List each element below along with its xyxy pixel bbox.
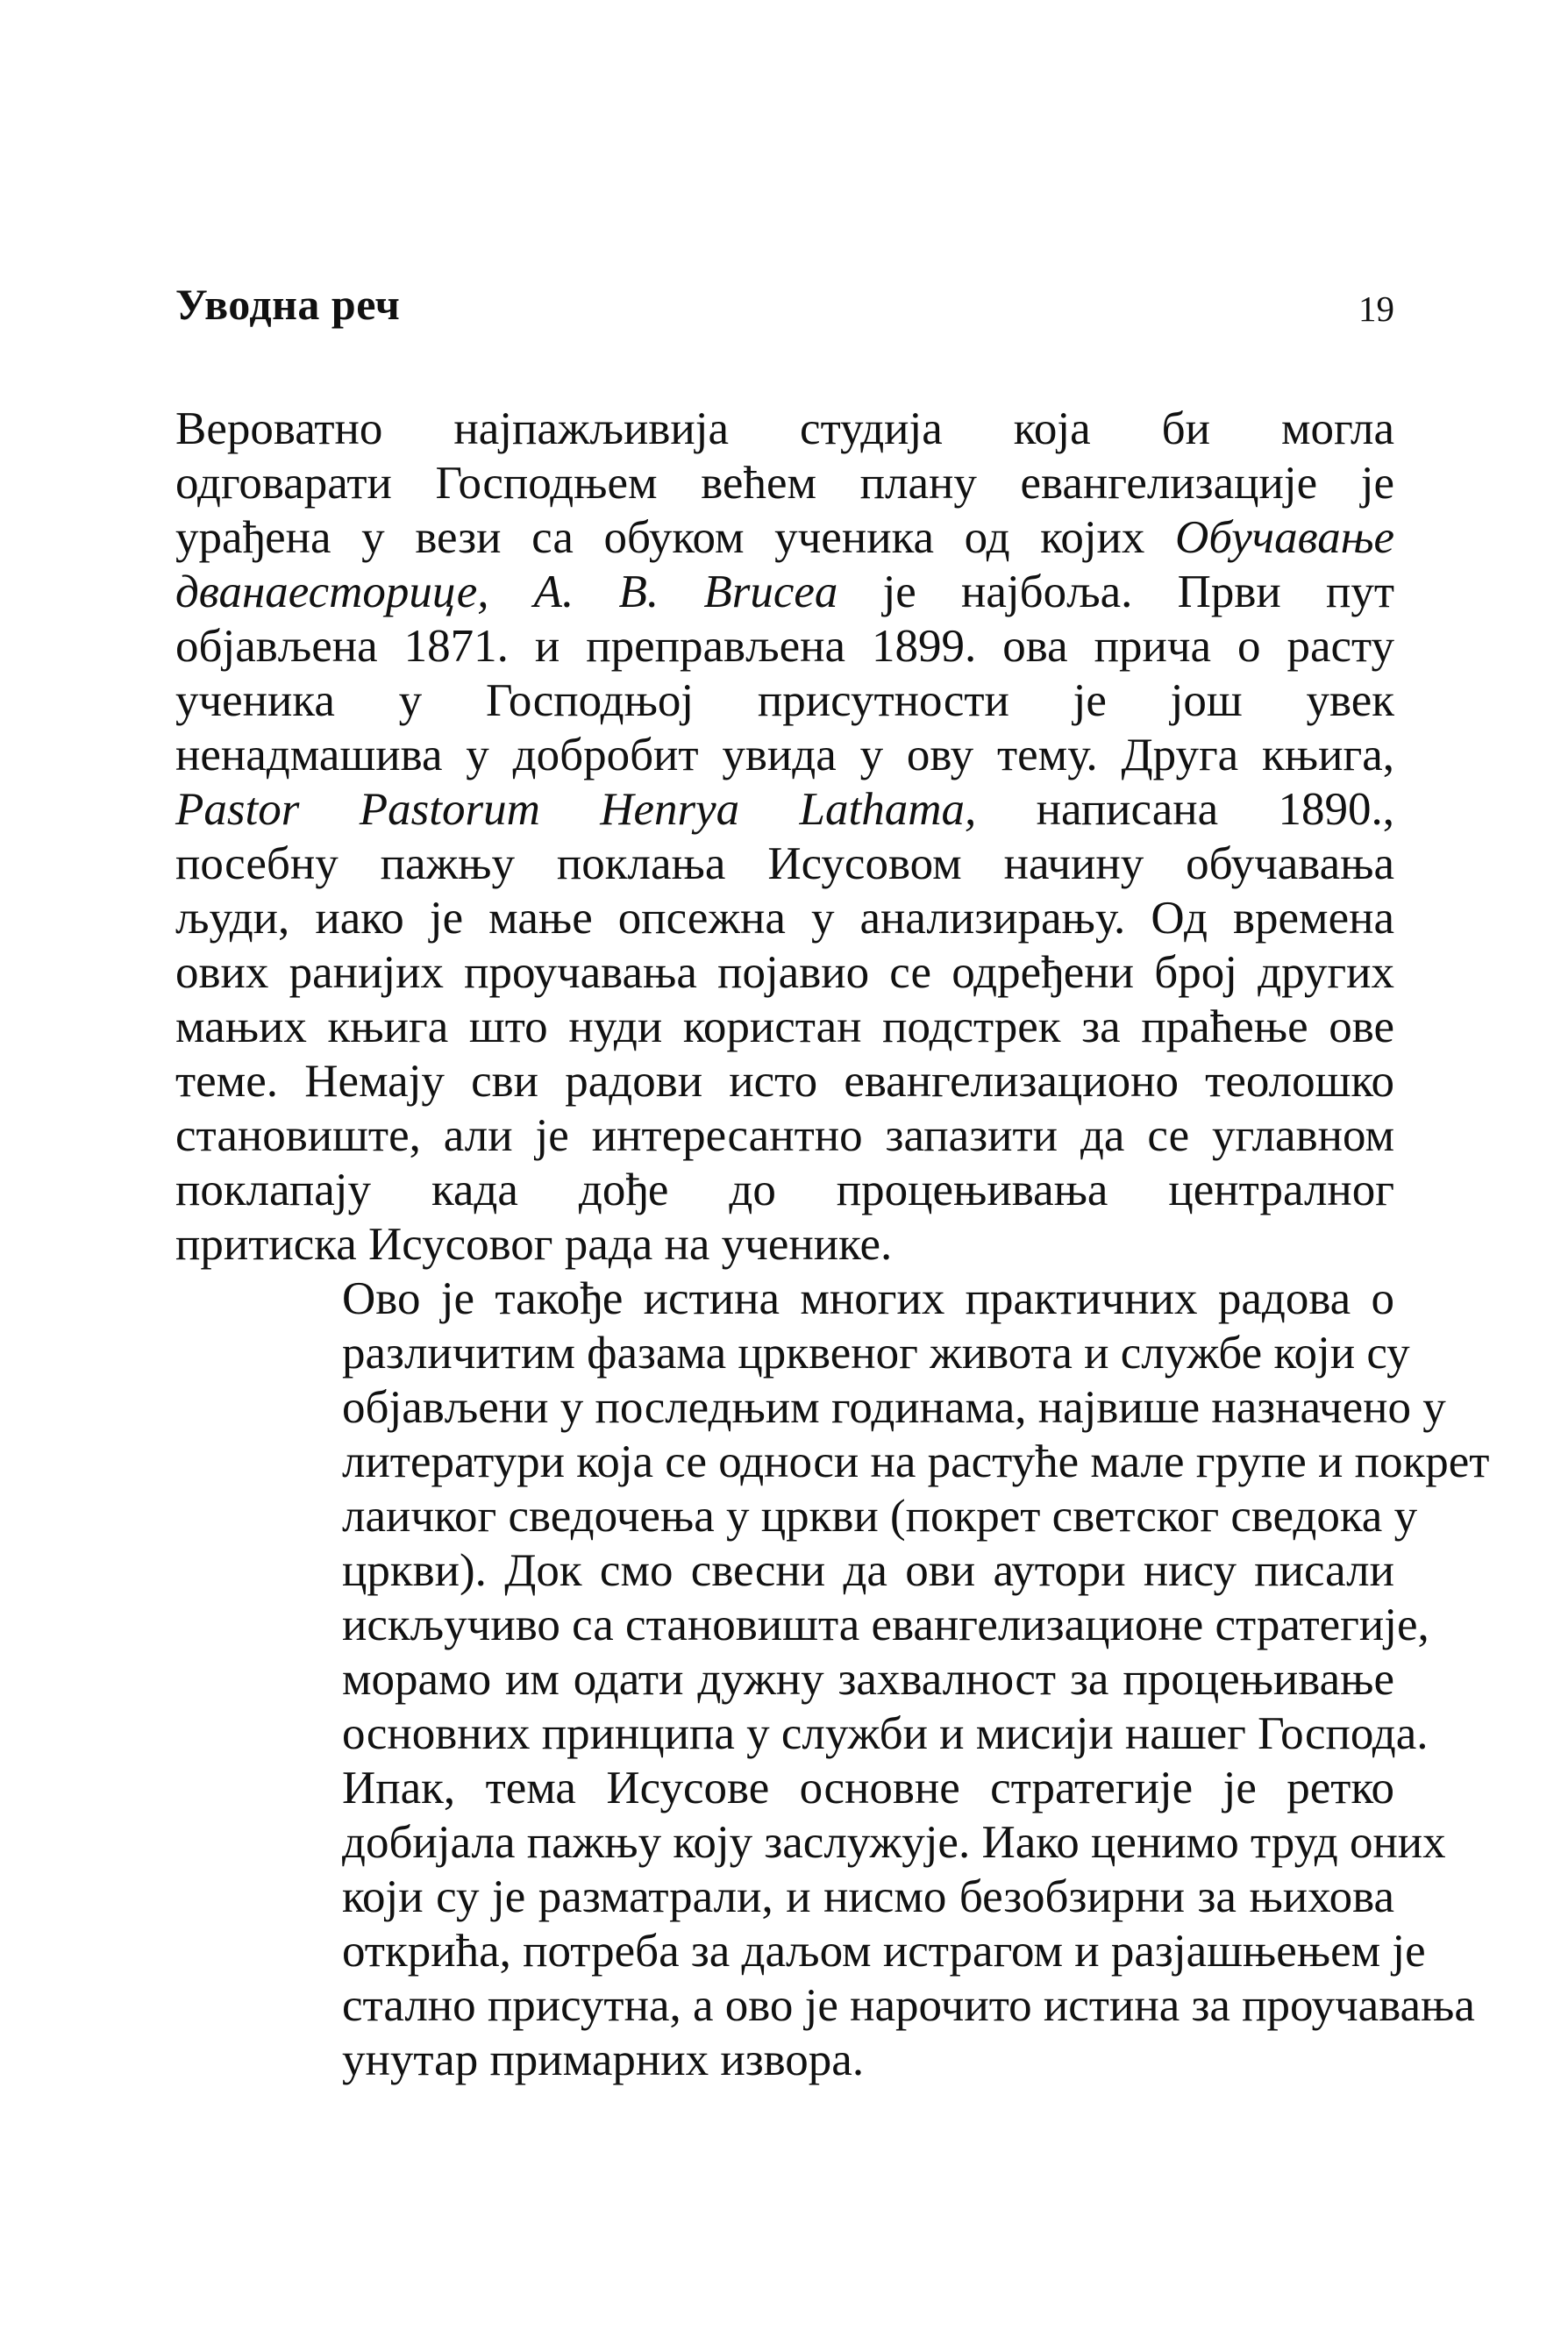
text-line [175,1815,1446,1870]
text-line [175,1707,1429,1761]
text-run: теме. Немају сви радови исто евангелизационо теолошко [175,1056,1394,1107]
text-run: урађена у вези са обуком ученика од којих [175,512,1176,563]
text-run: ненадмашива у добробит увида у ову тему. Друга књига, [175,730,1394,780]
text-run: написана 1890., [976,784,1395,835]
running-head [175,279,1394,340]
text-run: одговарати Господњем већем плану евангелизације је [175,458,1394,509]
text-run: мањих књига што нуди користан подстрек за праћење ове [175,1001,1394,1052]
paragraph [175,1272,1490,1761]
text-line [175,673,1394,728]
text-run: људи, иако је мање опсежна у анализирању. Од времена [175,893,1394,944]
text-run: стално присутна, а ово је нарочито истина за проучавања [342,1980,1475,2031]
text-run: објављени у последњим годинама, највише назначено у [342,1382,1446,1433]
text-line [175,1108,1394,1163]
text-run: притиска Исусовог рада на ученике. [175,1219,893,1270]
text-run: поклапају када дође до процењивања централног [175,1165,1394,1215]
text-line [175,1217,1394,1272]
text-line [175,2033,1394,2087]
text-line [175,837,1394,891]
text-line [175,1598,1429,1652]
text-run: открића, потреба за даљом истрагом и разјашњењем је [342,1926,1426,1977]
text-line [175,510,1394,565]
text-run: који су је разматрали, и нисмо безобзирни за њихова [342,1871,1394,1922]
text-run: литератури која се односи на растуће мале групе и покрет [342,1436,1490,1487]
text-run: Ипак, тема Исусове основне стратегије је ретко [342,1763,1394,1813]
text-line [175,402,1394,456]
text-line [175,1761,1394,1815]
paragraph [175,1761,1475,2087]
text-run: основних принципа у служби и мисији нашег Господа. [342,1708,1429,1759]
text-line [175,1652,1394,1707]
text-line [175,456,1394,510]
text-line [175,1924,1426,1978]
chapter-title: Уводна реч [175,280,401,329]
paragraph [175,402,1394,1272]
text-line [175,945,1394,1000]
text-run: објављена 1871. и преправљена 1899. ова прича о расту [175,621,1394,672]
text-line [175,1870,1394,1924]
text-line [175,891,1394,945]
text-run: посебну пажњу поклања Исусовом начину обучавања [175,838,1394,889]
text-run: различитим фазама црквеног живота и службе који су [342,1328,1410,1379]
page-number: 19 [1358,289,1394,329]
text-line [175,1163,1394,1217]
italic-run: Обучавање [1175,512,1394,563]
text-run: лаичког сведочења у цркви (покрет светског сведока у [342,1491,1418,1542]
text-line [175,1054,1394,1108]
text-line [175,728,1394,782]
text-run: Вероватно најпажљивија студија која би могла [175,403,1394,454]
text-line [175,1326,1410,1380]
text-line [175,1272,1394,1326]
text-run: морамо им одати дужну захвалност за процењивање [342,1654,1394,1705]
text-line [175,1380,1446,1435]
text-run: унутар примарних извора. [342,2034,865,2085]
text-run: искључиво са становишта евангелизационе стратегије, [342,1600,1429,1650]
italic-run: дванаесторице, А. В. Brucea [175,566,838,617]
text-line [175,1435,1490,1489]
text-line [175,782,1394,837]
text-line [175,1978,1475,2033]
italic-run: Pastor Pastorum Henrya Lathama, [175,784,977,835]
text-line [175,1000,1394,1054]
body-text [175,402,1490,2087]
text-line [175,619,1394,673]
text-line [175,1489,1418,1543]
text-run: цркви). Док смо свесни да ови аутори нису писали [342,1545,1394,1596]
text-run: ученика у Господњој присутности је још увек [175,675,1394,726]
text-run: ових ранијих проучавања појавио се одређени број других [175,947,1394,998]
text-run: становиште, али је интересантно запазити да се углавном [175,1110,1394,1161]
text-run: добијала пажњу коју заслужује. Иако ценимо труд оних [342,1817,1446,1868]
text-line [175,565,1394,619]
text-run: Ово је такође истина многих практичних радова о [342,1273,1394,1324]
text-line [175,1543,1394,1598]
text-run: је најбоља. Први пут [837,566,1395,617]
